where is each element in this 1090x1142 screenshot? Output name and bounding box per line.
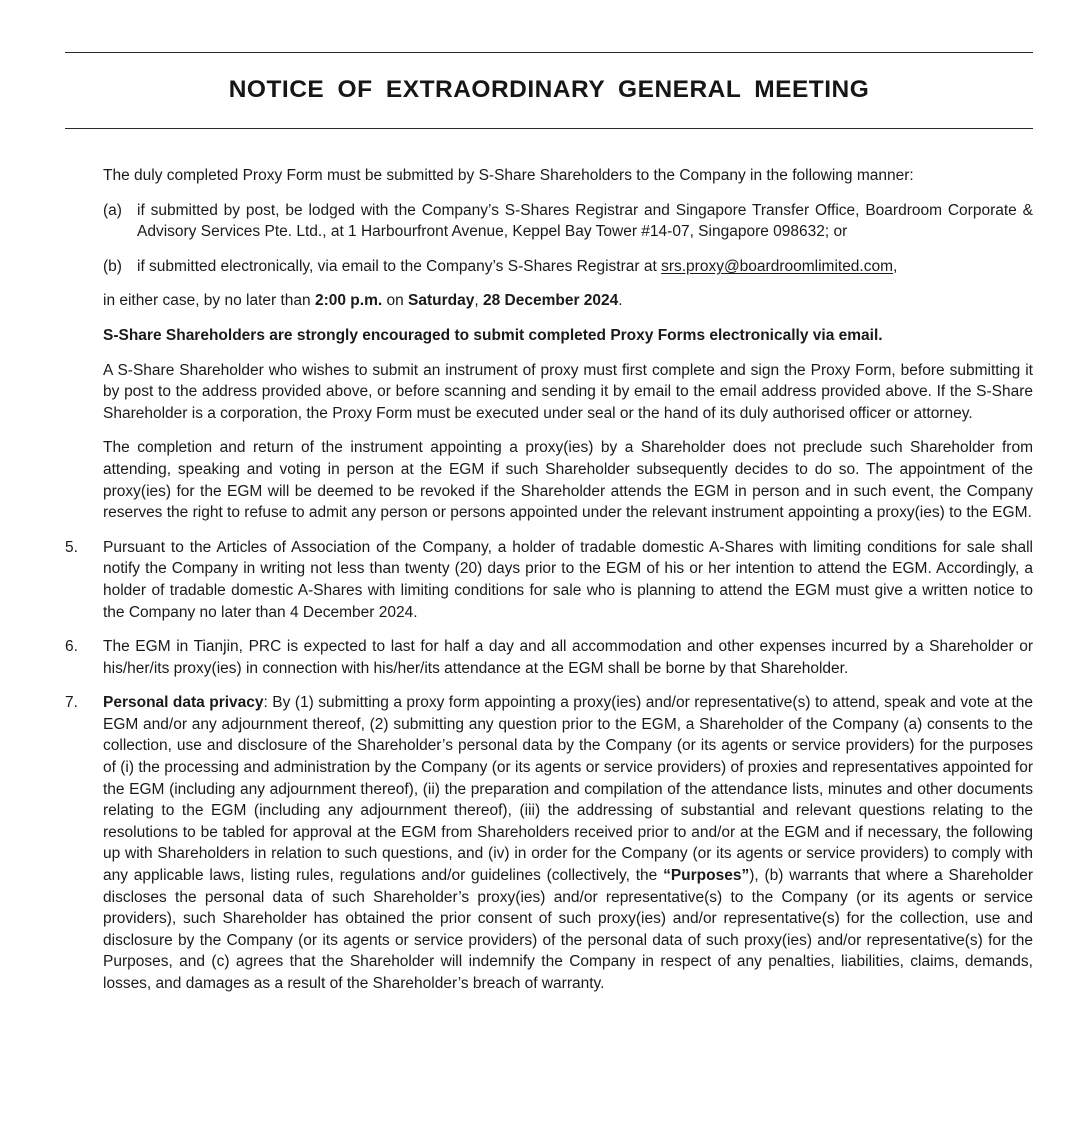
paragraph-text (103, 290, 1033, 312)
text-run: , (893, 257, 898, 275)
text-run: A S-Share Shareholder who wishes to submit an instrument of proxy must first complete and sign the Proxy Form, before submitting it by post to the address provided above, or before scanning and sending it by email to the email address provided above. If the S-Share Shareholder is a corporation, the Proxy Form must be executed under seal or the hand of its duly authorised officer or attorney. (103, 361, 1033, 422)
paragraph-text (103, 360, 1033, 425)
text-run: . (618, 292, 623, 310)
list-item (65, 200, 1033, 243)
list-marker: (a) (103, 201, 122, 219)
email-link[interactable]: srs.proxy@boardroomlimited.com (661, 257, 894, 275)
header-divider-bottom (65, 128, 1033, 129)
text-run: The completion and return of the instrument appointing a proxy(ies) by a Shareholder does not preclude such Shareholder from attending, speaking and voting in person at the EGM if such Shareholder subsequently decides to do so. The appointment of the proxy(ies) for the EGM will be deemed to be revoked if the Shareholder attends the EGM in person and in such event, the Company reserves the right to refuse to admit any person or persons appointed under the relevant instrument appointing a proxy(ies) to the EGM. (103, 439, 1033, 522)
header-divider-top (65, 52, 1033, 53)
paragraph-text (103, 437, 1033, 523)
text-run: , (474, 292, 483, 310)
paragraph-text (103, 325, 1033, 347)
paragraph (65, 437, 1033, 523)
text-run: : By (1) submitting a proxy form appointing a proxy(ies) and/or representative(s) to attend, speak and vote at the EGM and/or any adjournment thereof, (2) submitting any question prior to the EGM, a Shareholder of the Company (a) consents to the collection, use and disclosure of the Shareholder’s personal data by the Company (or its agents or service providers) for the purposes of (i) the processing and administration by the Company (or its agents or service providers) of proxies and representatives appointed for the EGM (including any adjournment thereof), (ii) the preparation and compilation of the attendance lists, minutes and other documents relating to the EGM (including any adjournment thereof), (iii) the addressing of substantial and relevant questions relating to the resolutions to be tabled for approval at the EGM from Shareholders received prior to and/or at the EGM and if necessary, the following up with Shareholders in relation to such questions, and (iv) in order for the Company (or its agents or service providers) to comply with any applicable laws, listing rules, regulations and/or guidelines (collectively, the (103, 694, 1033, 885)
text-run: Personal data privacy (103, 694, 264, 712)
paragraph-text (137, 200, 1033, 243)
list-item (65, 636, 1033, 679)
text-run: 28 December 2024 (483, 292, 619, 310)
list-item (65, 256, 1033, 278)
text-run: The duly completed Proxy Form must be submitted by S-Share Shareholders to the Company in the following manner: (103, 167, 914, 184)
list-marker: 7. (65, 694, 78, 712)
page-title: NOTICE OF EXTRAORDINARY GENERAL MEETING (228, 76, 870, 103)
paragraph (65, 165, 1033, 187)
text-run: The EGM in Tianjin, PRC is expected to last for half a day and all accommodation and other expenses incurred by a Shareholder or his/her/its proxy(ies) in connection with his/her/its attendance at the EGM shall be borne by that Shareholder. (103, 638, 1033, 677)
paragraph (65, 325, 1033, 347)
paragraph-text (103, 692, 1033, 994)
text-run: Saturday (408, 292, 475, 310)
list-marker: 5. (65, 538, 78, 556)
paragraph (65, 360, 1033, 425)
text-run: ), (b) warrants that where a Shareholder discloses the personal data of such Shareholder’s proxy(ies) and/or representative(s) to the Company (or its agents or service providers), such Shareholder has obtained the prior consent of such proxy(ies) and/or representative(s) for the collection, use and disclosure by the Company (or its agents or service providers) of the personal data of such proxy(ies) and/or representative(s) for the Purposes, and (c) agrees that the Shareholder will indemnify the Company in respect of any penalties, liabilities, claims, demands, losses, and damages as a result of the Shareholder’s breach of warranty. (103, 867, 1034, 992)
list-marker (65, 360, 103, 425)
text-run: 2:00 p.m. (314, 292, 383, 310)
list-item (65, 537, 1033, 623)
list-item (65, 692, 1033, 994)
text-run: if submitted electronically, via email to the Company’s S-Shares Registrar at (137, 257, 662, 275)
text-run: Pursuant to the Articles of Association of the Company, a holder of tradable domestic A-Shares with limiting conditions for sale shall notify the Company in writing not less than twenty (20) days prior to the EGM of his or her intention to attend the EGM. Accordingly, a holder of tradable domestic A-Shares with limiting conditions for sale who is planning to attend the EGM must give a written notice to the Company no later than 4 December 2024. (103, 538, 1033, 621)
paragraph-text (137, 256, 1033, 278)
text-run: on (382, 292, 409, 310)
notice-body (65, 165, 1033, 995)
list-marker (65, 290, 103, 312)
text-run: “Purposes” (663, 867, 750, 885)
text-run: if submitted by post, be lodged with the Company’s S-Shares Registrar and Singapore Transfer Office, Boardroom Corporate & Advisory Services Pte. Ltd., at 1 Harbourfront Avenue, Keppel Bay Tower #14-07, Singapore 098632; or (137, 201, 1033, 241)
paragraph-text (103, 165, 1033, 187)
paragraph (65, 290, 1033, 312)
list-marker: 6. (65, 638, 78, 656)
text-run: S-Share Shareholders are strongly encouraged to submit completed Proxy Forms electronically via email. (103, 326, 883, 344)
list-marker (65, 165, 103, 187)
list-marker (65, 325, 103, 347)
list-marker: (b) (103, 257, 122, 275)
paragraph-text (103, 537, 1033, 623)
list-marker (65, 437, 103, 523)
paragraph-text (103, 636, 1033, 679)
text-run: in either case, by no later than (103, 292, 315, 310)
